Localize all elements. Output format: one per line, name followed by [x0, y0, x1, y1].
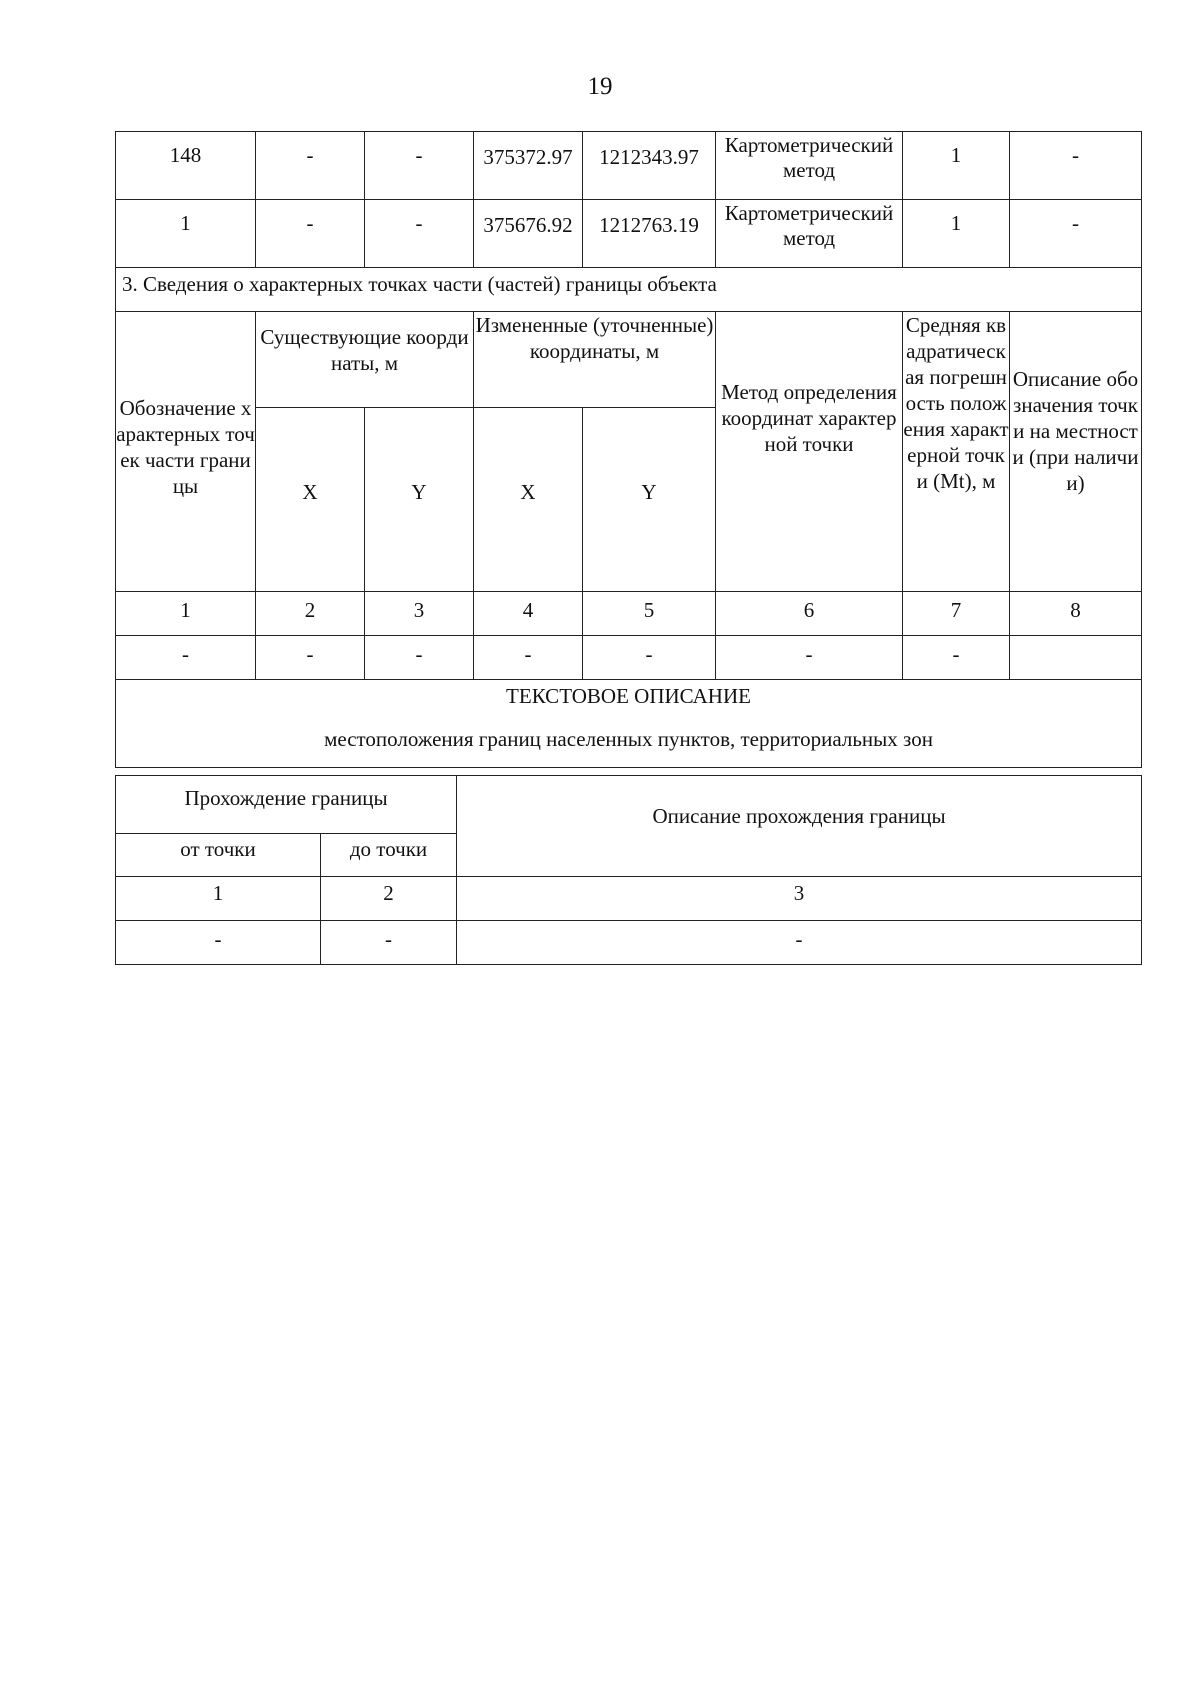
method-cell: Картометрический метод — [716, 132, 903, 200]
table-row — [116, 636, 1142, 680]
header-rmse: Средняя квадратическая погрешность положения характерной точки (Mt), м — [903, 312, 1010, 592]
x-new-cell: 375372.97 — [474, 132, 583, 200]
empty-cell: - — [903, 636, 1010, 680]
header-row — [116, 312, 1142, 408]
header-description: Описание обозначения точки на местности (при наличии) — [1010, 312, 1142, 592]
boundary-passage-table — [115, 775, 1142, 965]
empty-cell: - — [474, 636, 583, 680]
table-row — [116, 921, 1142, 965]
header-x-existing: X — [256, 408, 365, 592]
header-designation: Обозначение характерных точек части границы — [116, 312, 256, 592]
header-method: Метод определения координат характерной точки — [716, 312, 903, 592]
text-description-title: ТЕКСТОВОЕ ОПИСАНИЕ — [506, 684, 751, 708]
column-number: 2 — [321, 877, 457, 921]
empty-cell: - — [457, 921, 1142, 965]
header-y-existing: Y — [365, 408, 474, 592]
x-new-cell: 375676.92 — [474, 200, 583, 268]
y-existing-cell: - — [365, 132, 474, 200]
text-description-subtitle: местоположения границ населенных пунктов, территориальных зон — [324, 727, 933, 751]
empty-cell: - — [116, 921, 321, 965]
header-passage-description: Описание прохождения границы — [457, 776, 1142, 877]
point-cell: 148 — [116, 132, 256, 200]
empty-cell: - — [716, 636, 903, 680]
header-passage: Прохождение границы — [116, 776, 457, 834]
points-table — [115, 131, 1142, 768]
y-existing-cell: - — [365, 200, 474, 268]
point-cell: 1 — [116, 200, 256, 268]
column-number: 3 — [365, 592, 474, 636]
empty-cell: - — [256, 636, 365, 680]
empty-cell: - — [365, 636, 474, 680]
header-from-point: от точки — [116, 834, 321, 877]
header-to-point: до точки — [321, 834, 457, 877]
rmse-cell: 1 — [903, 200, 1010, 268]
text-description — [116, 680, 1142, 768]
method-cell: Картометрический метод — [716, 200, 903, 268]
x-existing-cell: - — [256, 200, 365, 268]
column-number: 1 — [116, 592, 256, 636]
rmse-cell: 1 — [903, 132, 1010, 200]
column-number: 8 — [1010, 592, 1142, 636]
section-title: 3. Сведения о характерных точках части (частей) границы объекта — [116, 268, 1142, 312]
description-cell: - — [1010, 132, 1142, 200]
empty-cell — [1010, 636, 1142, 680]
column-numbers-row — [116, 592, 1142, 636]
table-row — [116, 132, 1142, 200]
column-number: 5 — [583, 592, 716, 636]
header-changed-coords: Измененные (уточненные) координаты, м — [474, 312, 716, 408]
column-number: 4 — [474, 592, 583, 636]
y-new-cell: 1212343.97 — [583, 132, 716, 200]
header-y-changed: Y — [583, 408, 716, 592]
column-number: 1 — [116, 877, 321, 921]
column-number: 7 — [903, 592, 1010, 636]
x-existing-cell: - — [256, 132, 365, 200]
empty-cell: - — [321, 921, 457, 965]
column-numbers-row — [116, 877, 1142, 921]
header-existing-coords: Существующие координаты, м — [256, 312, 474, 408]
description-cell: - — [1010, 200, 1142, 268]
empty-cell: - — [116, 636, 256, 680]
header-row — [116, 776, 1142, 834]
column-number: 2 — [256, 592, 365, 636]
y-new-cell: 1212763.19 — [583, 200, 716, 268]
section-title-row — [116, 268, 1142, 312]
text-description-row — [116, 680, 1142, 768]
table-row — [116, 200, 1142, 268]
column-number: 3 — [457, 877, 1142, 921]
column-number: 6 — [716, 592, 903, 636]
header-x-changed: X — [474, 408, 583, 592]
empty-cell: - — [583, 636, 716, 680]
page-number: 19 — [587, 73, 613, 100]
